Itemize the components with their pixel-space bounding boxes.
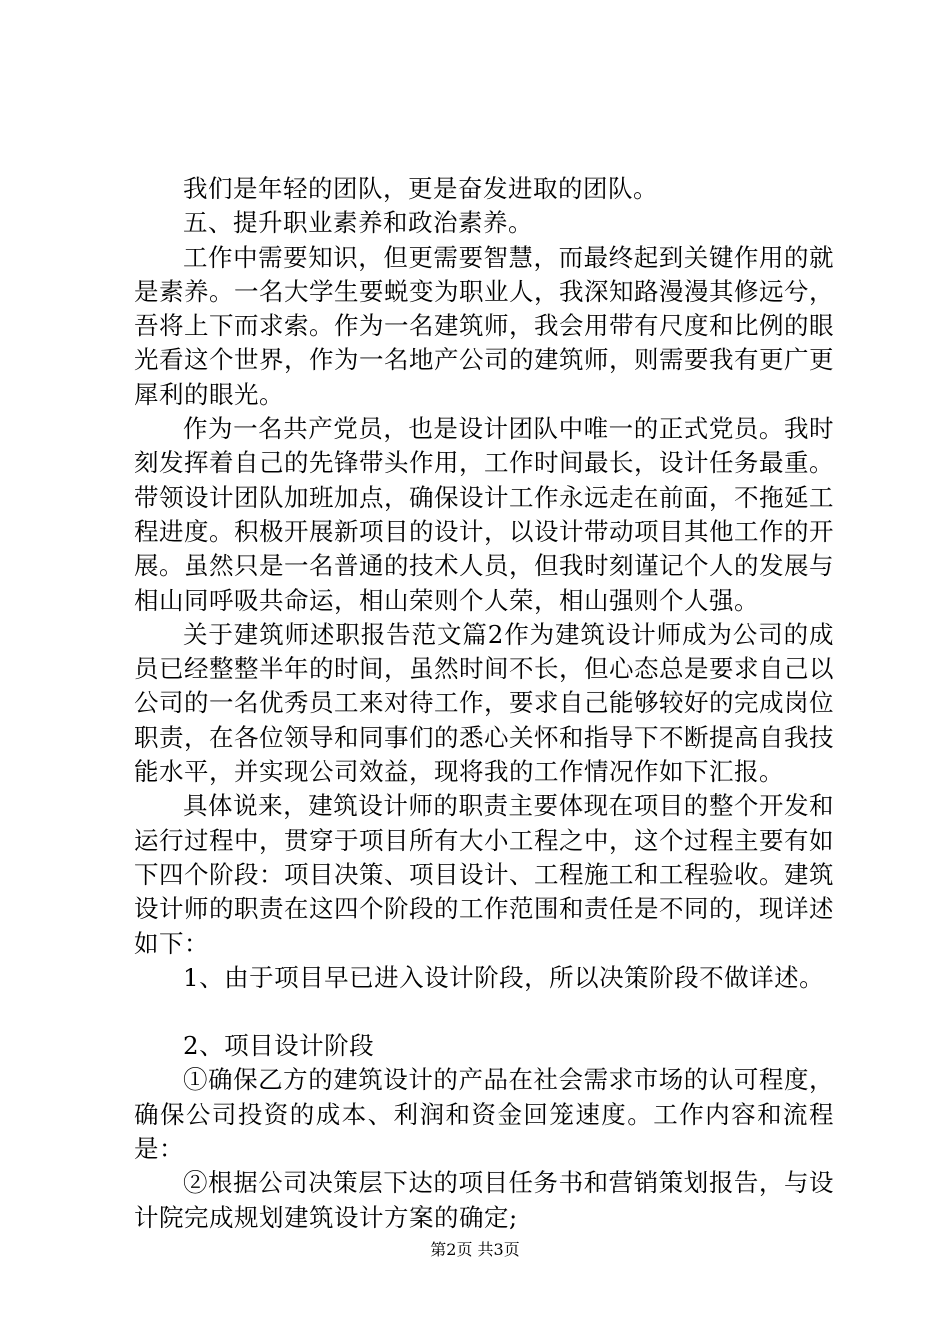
list-item-circled-2: ②根据公司决策层下达的项目任务书和营销策划报告，与设计院完成规划建筑设计方案的确定;	[134, 1168, 834, 1232]
paragraph-responsibilities: 具体说来，建筑设计师的职责主要体现在项目的整个开发和运行过程中，贯穿于项目所有大小工程之中，这个过程主要有如下四个阶段：项目决策、项目设计、工程施工和工程验收。建筑设计师的职责在这四个阶段的工作范围和责任是不同的，现详述如下：	[134, 791, 834, 958]
list-item-circled-1: ①确保乙方的建筑设计的产品在社会需求市场的认可程度，确保公司投资的成本、利润和资金回笼速度。工作内容和流程是：	[134, 1065, 834, 1164]
section-heading-five: 五、提升职业素养和政治素养。	[183, 208, 533, 238]
paragraph-party-member: 作为一名共产党员，也是设计团队中唯一的正式党员。我时刻发挥着自己的先锋带头作用，工作时间最长，设计任务最重。带领设计团队加班加点，确保设计工作永远走在前面，不拖延工程进度。积极开展新项目的设计，以设计带动项目其他工作的开展。虽然只是一名普通的技术人员，但我时刻谨记个人的发展与相山同呼吸共命运，相山荣则个人荣，相山强则个人强。	[134, 414, 834, 615]
section-heading-design-stage: 2、项目设计阶段	[183, 1031, 375, 1061]
page-footer	[0, 1240, 950, 1260]
paragraph-professional-quality: 工作中需要知识，但更需要智慧，而最终起到关键作用的就是素养。一名大学生要蜕变为职业人，我深知路漫漫其修远兮，吾将上下而求索。作为一名建筑师，我会用带有尺度和比例的眼光看这个世界，作为一名地产公司的建筑师，则需要我有更广更犀利的眼光。	[134, 242, 834, 409]
page-number-label: 第2页 共3页	[430, 1240, 520, 1259]
list-item-decision-stage: 1、由于项目早已进入设计阶段，所以决策阶段不做详述。	[183, 962, 825, 992]
paragraph-team-summary: 我们是年轻的团队，更是奋发进取的团队。	[183, 174, 658, 203]
paragraph-report-intro: 关于建筑师述职报告范文篇2作为建筑设计师成为公司的成员已经整整半年的时间，虽然时间不长，但心态总是要求自己以公司的一名优秀员工来对待工作，要求自己能够较好的完成岗位职责，在各位领导和同事们的悉心关怀和指导下不断提高自我技能水平，并实现公司效益，现将我的工作情况作如下汇报。	[134, 619, 834, 787]
document-body	[134, 172, 834, 1235]
